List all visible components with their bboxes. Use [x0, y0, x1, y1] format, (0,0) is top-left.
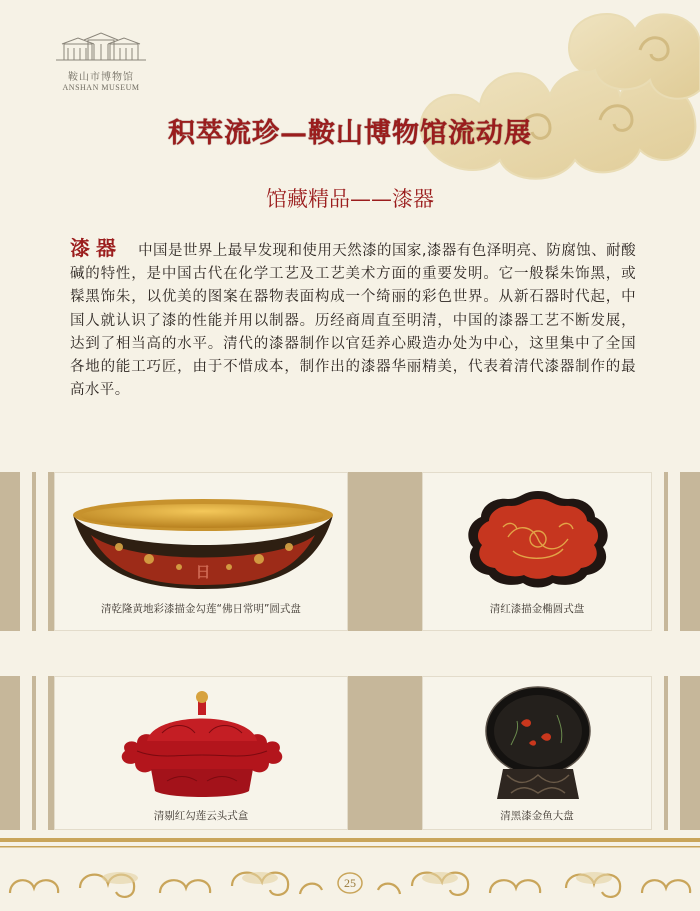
painted-round-plate-image — [69, 495, 337, 591]
band-stripe — [652, 472, 664, 631]
item-caption-3: 清剔红勾莲云头式盒 — [153, 810, 249, 822]
band-stripe — [36, 472, 48, 631]
band-stripe — [652, 676, 664, 830]
museum-building-icon — [48, 30, 154, 62]
intro-lead-word: 漆器 — [70, 236, 123, 260]
item-card-1 — [54, 472, 348, 631]
item-card-4 — [422, 676, 652, 830]
band-stripe — [36, 676, 48, 830]
logo-chinese-name: 鞍山市博物馆 — [68, 72, 134, 83]
band-stripe — [668, 676, 680, 830]
item-card-2 — [422, 472, 652, 631]
gallery-band-top — [0, 472, 700, 631]
band-stripe — [20, 472, 32, 631]
cloud-decoration — [400, 0, 700, 210]
main-title: 积萃流珍—鞍山博物馆流动展 — [168, 118, 532, 149]
intro-body-text: 中国是世界上最早发现和使用天然漆的国家,漆器有色泽明亮、防腐蚀、耐酸碱的特性，是中国古代在化学工艺及工艺美术方面的重要发明。它一般髹朱饰黑，或髹黑饰朱，以优美的图案在器物表面构成一个绮丽的彩色世界。从新石器时代起，中国人就认识了漆的性能并用以制器。历经商周直至明清，中国的漆器工艺不断发展，达到了相当高的水平。清代的漆器制作以官廷养心殿造办处为中心，这里集中了全国各地的能工巧匠，由于不惜成本，制作出的漆器华丽精美，代表着清代漆器制作的最高水平。 — [70, 243, 636, 399]
item-caption-1: 清乾隆黄地彩漆描金勾莲“佛日常明”圆式盘 — [101, 603, 301, 615]
carved-red-box-image — [117, 689, 287, 801]
black-lacquer-plate-image — [481, 685, 595, 803]
museum-logo — [48, 30, 154, 92]
gallery-band-bottom — [0, 676, 700, 830]
page-number: 25 — [344, 876, 356, 890]
item-caption-4: 清黑漆金鱼大盘 — [500, 810, 574, 822]
plate-inscription: 日 — [195, 563, 211, 581]
item-card-3 — [54, 676, 348, 830]
intro-paragraph — [70, 237, 636, 402]
band-stripe — [20, 676, 32, 830]
section-subtitle: 馆藏精品——漆器 — [266, 187, 434, 211]
logo-english-name: ANSHAN MUSEUM — [62, 83, 140, 92]
band-stripe — [668, 472, 680, 631]
item-caption-2: 清红漆描金椭圆式盘 — [489, 603, 585, 615]
red-oval-tray-image — [463, 487, 613, 591]
